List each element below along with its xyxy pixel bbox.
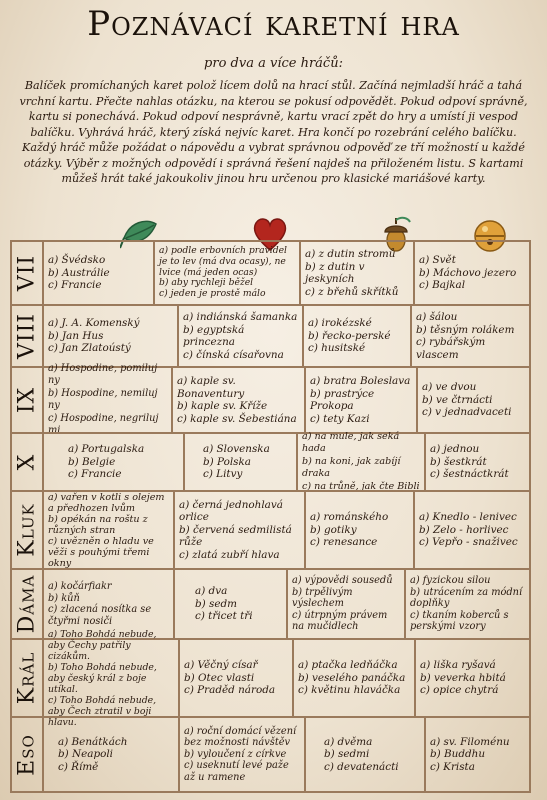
answer-cell: a) výpovědi sousedů b) trpělivým výslechem c) útrpným právem na mučidlech xyxy=(288,570,406,638)
answer-cell: a) Věčný císař b) Otec vlasti c) Praděd národa xyxy=(180,640,294,716)
table-row xyxy=(12,304,529,366)
row-label: Dáma xyxy=(12,570,44,638)
row-label: Kluk xyxy=(12,492,44,568)
row-label: IX xyxy=(12,368,44,432)
answer-cell: a) indiánská šamanka b) egyptská princezna c) čínská císařovna xyxy=(179,306,304,366)
answer-cell: a) bratra Boleslava b) prastrýce Prokopa c) tety Kazi xyxy=(306,368,418,432)
table-row xyxy=(12,716,529,791)
table-row xyxy=(12,242,529,304)
answer-cell: a) ptačka ledňáčka b) veselého panáčka c) květinu hlaváčka xyxy=(294,640,416,716)
page-subtitle: pro dva a více hráčů: xyxy=(204,56,343,71)
answer-cell: a) kaple sv. Bonaventury b) kaple sv. Kříže c) kaple sv. Šebestiána xyxy=(173,368,306,432)
answer-cell: a) Knedlo - lenivec b) Zelo - horlivec c) Vepřo - snaživec xyxy=(419,511,518,549)
answer-cell: a) z dutin stromů b) z dutin v jeskyních c) z břehů skřítků xyxy=(301,242,415,304)
answer-cell: a) dvěma b) sedmi c) devatenácti xyxy=(306,718,426,791)
table-row xyxy=(12,432,529,490)
answer-cell: a) kočárfiakr b) kůň c) zlacená nosítka se čtyřmi nosiči xyxy=(44,570,175,638)
answer-cell: a) J. A. Komenský b) Jan Hus c) Jan Zlatoústý xyxy=(44,306,179,366)
answer-cell: a) ve dvou b) ve čtrnácti c) v jednadvaceti xyxy=(422,381,512,419)
row-label: X xyxy=(12,434,44,490)
answer-cell: a) irokézské b) řecko-perské c) husitské xyxy=(304,306,412,366)
answer-cell: a) Švédsko b) Austrálie c) Francie xyxy=(44,242,155,304)
answer-cell: a) Portugalska b) Belgie c) Francie xyxy=(44,434,185,490)
answer-cell: a) Svět b) Máchovo jezero c) Bajkal xyxy=(419,254,517,292)
answer-cell: a) fyzickou silou b) utrácením za módní doplňky c) tkaním koberců s perskými vzory xyxy=(410,575,523,633)
answer-cell: a) Toho Bohdá nebude, aby Čechy patřily cizákům. b) Toho Bohdá nebude, aby český král z boje utíkal. c) Toho Bohdá nebude, aby Čech ztratil v boji hlavu. xyxy=(44,640,180,716)
row-label: Král xyxy=(12,640,44,716)
answer-cell: a) šálou b) těsným rolákem c) rybářským vlascem xyxy=(416,311,515,361)
answer-cell: a) jednou b) šestkrát c) šestnáctkrát xyxy=(430,443,509,481)
answer-cell: a) sv. Filoménu b) Buddhu c) Krista xyxy=(430,735,510,773)
answers-table xyxy=(10,240,531,793)
row-label: VIII xyxy=(12,306,44,366)
answer-cell: a) Slovenska b) Polska c) Litvy xyxy=(185,434,298,490)
table-row xyxy=(12,628,529,728)
answer-cell: a) roční domácí vězení bez možnosti návštěv b) vyloučení z církve c) useknutí levé paže až u ramene xyxy=(180,718,306,791)
answer-cell: a) Hospodine, pomiluj ny b) Hospodine, nemiluj ny c) Hospodine, negriluj mi xyxy=(44,368,173,432)
row-label: Eso xyxy=(12,718,44,791)
table-row xyxy=(12,490,529,568)
answer-cell: a) podle erbovních pravidel je to lev (má dva ocasy), ne lvice (má jeden ocas) b) aby rychleji běžel c) jeden je prostě málo xyxy=(155,242,301,304)
answer-cell: a) románského b) gotiky c) renesance xyxy=(306,492,415,568)
answer-cell: a) černá jednohlavá orlice b) červená sedmilistá růže c) zlatá zubří hlava xyxy=(175,492,306,568)
table-row xyxy=(12,362,529,436)
answer-cell: a) Benátkách b) Neapoli c) Římě xyxy=(44,718,180,791)
table-row xyxy=(12,568,529,638)
answer-cell: a) vařen v kotli s olejem a předhozen lvům b) opékán na roštu z různých stran c) uvězněn o hladu ve věži s pouhými třemi okny xyxy=(44,492,175,568)
answer-cell: a) liška ryšavá b) veverka hbitá c) opice chytrá xyxy=(420,659,506,697)
intro-text: Balíček promíchaných karet polož lícem dolů na hrací stůl. Začíná nejmladší hráč a tahá vrchní kartu. Přečte nahlas otázku, na kterou se pokusí odpovědět. Pokud odpoví správně, kartu si ponechává. Pokud odpoví nesprávně, kartu vrací zpět do hry a umístí ji vespod balíčku. Vyhrává hráč, který získá nejvíc karet. Hra končí po rozebrání celého balíčku. Každý hráč může požádat o nápovědu a vybrat správnou odpověď ze tří možností u každé otázky. Výběr z možných odpovědí i správná řešení najdeš na přiloženém listu. S kartami můžeš hrát také jakoukoliv jinou hru určenou pro klasické mariášové karty. xyxy=(19,79,528,185)
row-label: VII xyxy=(12,242,44,304)
answer-cell: a) dva b) sedm c) třicet tři xyxy=(175,570,288,638)
page-title: Poznávací karetní hra xyxy=(87,4,460,44)
answer-cell: a) na mule, jak seká hada b) na koni, jak zabíjí draka c) na trůně, jak čte Bibli xyxy=(298,434,426,490)
